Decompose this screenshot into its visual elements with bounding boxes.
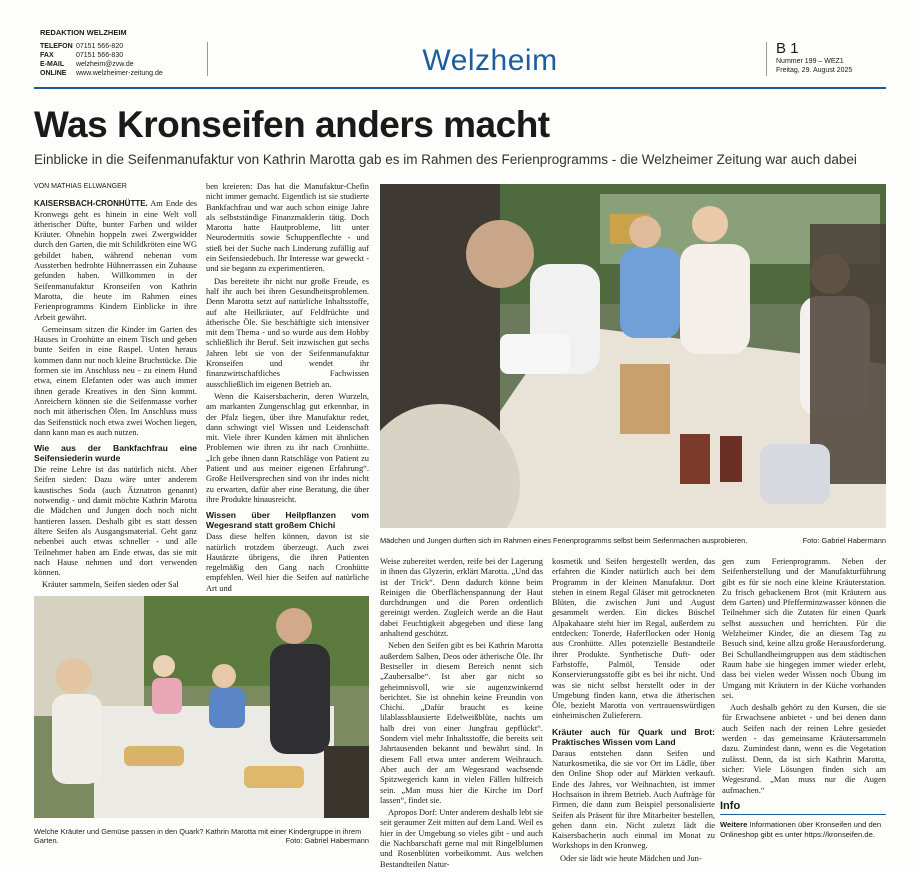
contact-row: FAX 07151 566-830: [40, 52, 124, 59]
info-heading: Info: [720, 800, 741, 812]
info-rule: [720, 814, 886, 815]
issue-number: Nummer 199 – WEZ1: [776, 58, 844, 65]
photo-herb-quark: [34, 596, 369, 818]
paragraph: Daraus entstehen dann Seifen und Naturkosmetika, die sie vor Ort im Lädle, über den Online Shop oder auf Märkten verkauft. Ende des Jahres, vor Weihnachten, ist immer Hochsaison in ihrem Betrieb. Auch Aufträge für Firmen, die dann zum Beispiel personalisierte Seifen als Präsent für ihre Mitarbeiter bestellen, gehen dann ein. Nicht zuletzt lädt die Kaisersbacherin auch einmal im Monat zu Workshops in den Kronweg.: [552, 748, 715, 851]
photo-credit: Foto: Gabriel Habermann: [285, 836, 369, 845]
dateline: KAISERSBACH-CRONHÜTTE.: [34, 199, 148, 209]
photo-garden-group: [34, 596, 369, 818]
paragraph: Wenn die Kaisersbacherin, deren Wurzeln, am markanten Zungenschlag gut erkennbar, in der Pfalz liegen, über ihre Manufaktur redet, dann schwingt viel Wissen und Leidenschaft mit. Viele ihrer Kunden kämen mit ähnlichen Problemen wie ihren zu ihr nach Cronhütte. „Ich gebe ihnen dann Ratschläge von Patient zu Patient und aus meiner eigenen Erfahrung“. Große Heilversprechen sind von ihr indes nicht zu erwarten, dafür aber eine Beratung, die über ihre Produkte hinausreicht.: [206, 391, 369, 504]
paragraph: gen zum Ferienprogramm. Neben der Seifenherstellung und der Manufakturführung gibt es für sie noch eine kleine Kräuterstation. Zu frisch gebackenem Brot (mit Kräutern aus dem Garten) und Pfefferminzwasser können die Teilnehmer sich die Zutaten für einen Quark selbst aussuchen und herrichten. Für die Welzheimer Kinder, die an diesem Tag zu Besuch sind, keine allzu große Herausforderung. Bei Schullandheimgruppen aus dem städtischen Raum habe sie hingegen immer wieder erlebt, dass bei vielen weder Wissen noch Übung im Umgang mit Kräutern in der Küche vorhanden sei.: [722, 557, 886, 700]
page-number: B 1: [776, 40, 799, 57]
contact-row: E-MAIL welzheim@zvw.de: [40, 61, 134, 68]
subheading: Kräuter auch für Quark und Brot: Praktisches Wissen vom Land: [552, 726, 715, 747]
caption-text: Welche Kräuter und Gemüse passen in den Quark? Kathrin Marotta mit einer Kindergruppe in ihrem Garten.: [34, 827, 362, 845]
photo-caption: [380, 536, 886, 545]
caption-text: Mädchen und Jungen durften sich im Rahmen eines Ferienprogramms selbst beim Seifenmachen ausprobieren.: [380, 536, 748, 545]
contact-row: ONLINE www.welzheimer-zeitung.de: [40, 70, 163, 77]
info-link[interactable]: Informationen über Kronseifen und den Onlineshop gibt es unter https://kronseifen.de.: [720, 820, 882, 839]
photo-caption: [34, 827, 369, 845]
redaktion-label: REDAKTION WELZHEIM: [40, 28, 127, 37]
article-column-4: [552, 557, 715, 866]
paragraph: ben kreieren: Das hat die Manufaktur-Chefin nicht immer gemacht. Eigentlich ist sie studierte Bankfachfrau und war auch schon einige Jahre als selbstständige Finanzmaklerin tätig. Doch Marotta hatte Hautprobleme, litt unter Neurodermitis sowie Schuppenflechte - und stieß bei der Suche nach Linderung zufällig auf ein Seifensiedebuch. Ihr Interesse war geweckt - und sie begann zu experimentieren.: [206, 182, 369, 274]
masthead-contacts: [40, 28, 163, 78]
section-title: Welzheim: [422, 44, 558, 77]
paragraph: Oder sie lädt wie heute Mädchen und Jun-: [560, 853, 702, 863]
article-column-3: [380, 557, 543, 872]
photo-children-at-table: [380, 184, 886, 528]
author: VON MATHIAS ELLWANGER: [34, 183, 127, 190]
paragraph: Das bereitete ihr nicht nur große Freude, es half ihr auch bei ihren Gesundheitsproblemen. Denn Marotta setzt auf natürliche Inhaltsstoffe, auf alte Heilkräuter, auf Feldfrüchte und ätherische Öle. Sie beschäftigte sich intensiver mit dem Thema - und so wurde aus dem Hobby schließlich ihr Beruf. Seit inzwischen gut sechs Jahren lebt sie von der Seifenmanufaktur Kronseifen und wendet ihr finanzwirtschaftliches Fachwissen ausschließlich im eigenen Betrieb an.: [206, 276, 369, 389]
headline: Was Kronseifen anders macht: [34, 104, 550, 145]
header-divider: [766, 42, 767, 76]
website-link[interactable]: www.welzheimer-zeitung.de: [76, 70, 163, 77]
page-info: [776, 40, 852, 75]
email-link[interactable]: welzheim@zvw.de: [76, 61, 134, 68]
info-text: Weitere Informationen über Kronseifen und den Onlineshop gibt es unter https://kronseifen.de.: [720, 820, 882, 839]
article-column-1: [34, 182, 197, 593]
article-column-2: [206, 182, 369, 596]
paragraph: Weise zubereitet werden, reife bei der Lagerung in ihnen das Glyzerin, erklärt Marotta. „Und das ist der Trick“. Denn dadurch könne beim Reinigen die Oberflächenspannung der Haut durchdrungen und die Poren ordentlich gereinigt werden. Zugleich werde an die Haut dabei Feuchtigkeit abgegeben und diese lang anhaltend geschützt.: [380, 557, 543, 639]
paragraph: Die reine Lehre ist das natürlich nicht. Aber Seifen sieden: Dazu wäre unter anderem kaustisches Soda (auch Ätznatron genannt) notwendig - und damit möchte Kathrin Marotta die Mädchen und Jungen doch noch nicht hantieren lassen. Deshalb gibt es statt dessen ältere Seifen als Ausgangsmaterial. Geht ganz nebenbei auch etwas schneller - und alle Teilnehmer haben am Ende etwas, das sie mit nach Hause nehmen und dort verwenden können.: [34, 465, 197, 578]
paragraph: Apropos Dorf: Unter anderem deshalb lebt sie seit geraumer Zeit mitten auf dem Land. Weil es hier in der Umgebung so vieles gibt - und auch die Nachbarschaft gerne mal mit Ringelblumen und Rosenblüten vorbeikommt. Aus welchen Bestandteilen Natur-: [380, 808, 543, 869]
subheading: Wissen über Heilpflanzen vom Wegesrand statt großem Chichi: [206, 510, 369, 531]
header-divider: [207, 42, 208, 76]
paragraph: KAISERSBACH-CRONHÜTTE. Am Ende des Kronwegs geht es hinein in eine Welt voll ätherischer Düfte, bunter Farben und wilder Kräuter. Ohnehin hoppeln zwei Zwergwidder durch den Garten, die mit Schildkröten eine WG gebildet haben, während nebenan vom Aussterben bedrohte Hühnerrassen ein Zuhause gefunden haben. Willkommen in der Seifenmanufaktur Kronseifen von Kathrin Marotta, die heute im Rahmen eines Ferienprogramms Kindern Einblicke in ihre Arbeit gewährt.: [34, 199, 197, 322]
paragraph: kosmetik und Seifen hergestellt werden, das erfahren die Kinder natürlich auch bei dem Programm in der kleinen Manufaktur. Dort stehen in einem Regal Gläser mit getrockneten Blüten, die zwischen Juni und August gesammelt werden. Ein dickes Büschel Alpakahaare steht hier im Regal, außerdem zu entdecken: Tonerde, Haferflocken oder Honig aus Cronhütte. Alles potenzielle Bestandteile ihrer Produkte. Synthetische Duft- oder Farbstoffe, Palmöl, Tenside oder Konservierungsstoffe gibt es bei ihr nicht. Und was sie nicht selbst herstellt oder in der Umgebung finden kann, etwa die ätherischen Öle, bezieht Marotta von vertrauenswürdigen einheimischen Zulieferern.: [552, 557, 715, 721]
paragraph: Gemeinsam sitzen die Kinder im Garten des Hauses in Cronhütte an einem Tisch und geben bunte Seifen in eine Raspel. Unten heraus kommen dann nur noch kleine Bruchstücke. Die formen sie im Anschluss neu - zu einem Hund etwa, einem Elefanten oder was auch immer ihnen gerade Kreatives in den Sinn kommt. Anreichern können sie die Seifenmasse vorher noch mit ätherischen Ölen. Im Anschluss muss das Seifenstück noch etwa zwei Wochen liegen, dann kann man es auch nutzen.: [34, 324, 197, 437]
paragraph: Dass diese helfen können, davon ist sie natürlich trotzdem überzeugt. Auch zwei Hautärzte übrigens, die ihren Patienten regelmäßig den Gang nach Cronhütte empfehlen. Weil hier die Seifen auf natürliche Art und: [206, 532, 369, 593]
article-column-5: [722, 557, 886, 798]
paragraph: Neben den Seifen gibt es bei Kathrin Marotta außerdem Salben, Deos oder ätherische Öle. Ihr Bestseller in diesem Bereich nennt sich „Zaubersalbe“. Ist aber gar nicht so geheimnisvoll, wie sie augenzwinkernd berichtet. Sie ist ohnehin keine Freundin von Chichi. „Dafür braucht es keine lilablassblausierte Edelweißblüte, nachts um halb drei von einer Jungfrau gepflückt“. Sondern viel mehr Inhaltsstoffe, die bereits seit Jahrtausenden bekannt und bewährt sind. In diesem Fall etwa unter anderem Weihrauch. Aber auch der am Wegesrand wachsende Spitzwegerich kann in vielen Fällen hilfreich sein. „Man muss hier die Kirche im Dorf lassen“, findet sie.: [380, 641, 543, 805]
subheading: Wie aus der Bankfachfrau eine Seifensiederin wurde: [34, 443, 197, 464]
paragraph: Kräuter sammeln, Seifen sieden oder Sal: [42, 580, 179, 590]
photo-credit: Foto: Gabriel Habermann: [802, 536, 886, 545]
contact-row: TELEFON 07151 566-820: [40, 43, 124, 50]
issue-date: Freitag, 29. August 2025: [776, 67, 853, 74]
subline: Einblicke in die Seifenmanufaktur von Kathrin Marotta gab es im Rahmen des Ferienprogramms - die Welzheimer Zeitung war auch dabei: [34, 152, 857, 167]
paragraph: Auch deshalb gehört zu den Kursen, die sie für Erwachsene anbietet - und bei denen dann auch Seifen nach der reinen Lehre gesiedet werden - das gemeinsame Kräutersammeln dazu. Zumindest dann, wenn es die Vegetation zulässt. Denn, da ist sich Kathrin Marotta, sicher: Viele Lösungen finden sich am Wegesrand. „Man muss nur die Augen aufmachen.“: [722, 703, 886, 795]
header-rule: [34, 87, 886, 89]
photo-soap-making: [380, 184, 886, 528]
